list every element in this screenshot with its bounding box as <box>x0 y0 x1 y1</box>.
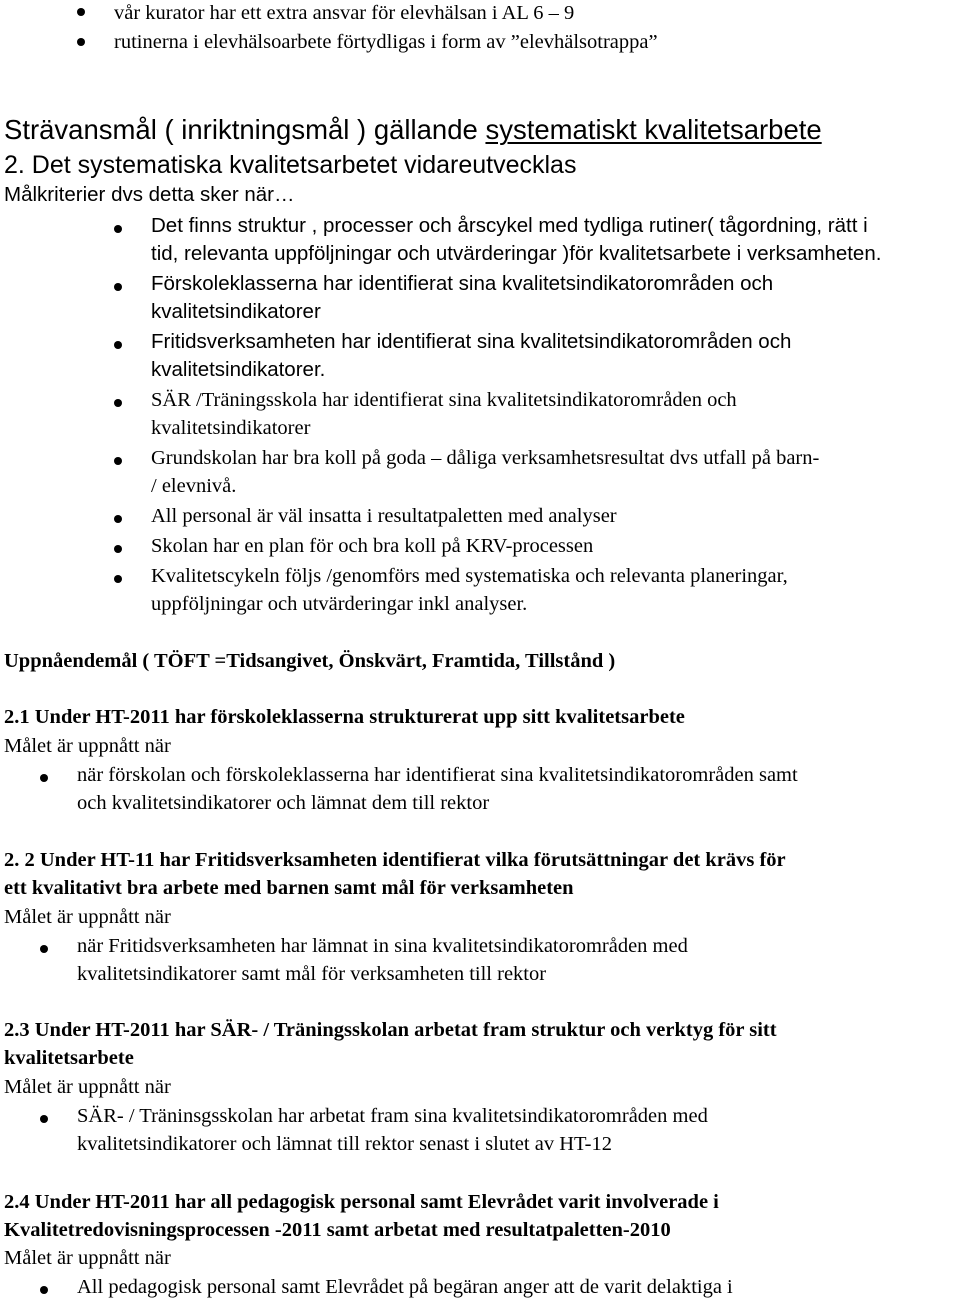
criteria-item-text: Skolan har en plan för och bra koll på KRV-processen <box>151 535 594 557</box>
bullet-dot <box>114 575 122 583</box>
section-title: Kvalitetredovisningsprocessen -2011 samt arbetat med resultatpaletten-2010 <box>4 1219 671 1241</box>
section-title: 2.3 Under HT-2011 har SÄR- / Träningsskolan arbetat fram struktur och verktyg för sitt <box>4 1019 777 1041</box>
section-title: 2.1 Under HT-2011 har förskoleklasserna strukturerat upp sitt kvalitetsarbete <box>4 706 685 728</box>
goal-heading: 2. Det systematiska kvalitetsarbetet vidareutvecklas <box>4 151 577 179</box>
criteria-item-text: Kvalitetscykeln följs /genomförs med systematiska och relevanta planeringar, <box>151 565 788 587</box>
bullet-dot <box>77 38 85 46</box>
criteria-item-text: kvalitetsindikatorer <box>151 417 311 439</box>
bullet-dot <box>114 283 122 291</box>
criteria-item-text: / elevnivå. <box>151 475 237 497</box>
bullet-dot <box>114 545 122 553</box>
criteria-item-text: uppföljningar och utvärderingar inkl analyser. <box>151 593 528 615</box>
top-bullet-text: vår kurator har ett extra ansvar för elevhälsan i AL 6 – 9 <box>114 2 575 24</box>
section-title: ett kvalitativt bra arbete med barnen samt mål för verksamheten <box>4 877 574 899</box>
stravansmal-heading <box>4 113 822 147</box>
bullet-dot <box>114 399 122 407</box>
bullet-dot <box>114 457 122 465</box>
section-title: kvalitetsarbete <box>4 1047 134 1069</box>
section-title: 2.4 Under HT-2011 har all pedagogisk personal samt Elevrådet varit involverade i <box>4 1191 719 1213</box>
top-bullet-text: rutinerna i elevhälsoarbete förtydligas i form av ”elevhälsotrappa” <box>114 31 658 53</box>
section-bullet-text: kvalitetsindikatorer och lämnat till rektor senast i slutet av HT-12 <box>77 1133 612 1155</box>
criteria-item-text: All personal är väl insatta i resultatpaletten med analyser <box>151 505 617 527</box>
section-bullet-text: All pedagogisk personal samt Elevrådet på begäran anger att de varit delaktiga i <box>77 1276 733 1298</box>
bullet-dot <box>114 341 122 349</box>
criteria-item-text: Förskoleklasserna har identifierat sina kvalitetsindikatorområden och <box>151 272 774 295</box>
bullet-dot <box>114 515 122 523</box>
stravansmal-prefix: Strävansmål ( inriktningsmål ) gällande <box>4 114 486 145</box>
section-bullet-text: och kvalitetsindikatorer och lämnat dem till rektor <box>77 792 490 814</box>
goal-label: Målet är uppnått när <box>4 735 171 757</box>
goal-label: Målet är uppnått när <box>4 906 171 928</box>
bullet-dot <box>77 8 85 16</box>
bullet-dot <box>40 774 48 782</box>
uppnaende-heading: Uppnåendemål ( TÖFT =Tidsangivet, Önskvärt, Framtida, Tillstånd ) <box>4 650 616 672</box>
section-title: 2. 2 Under HT-11 har Fritidsverksamheten identifierat vilka förutsättningar det krävs för <box>4 849 786 871</box>
section-bullet-text: när förskolan och förskoleklasserna har identifierat sina kvalitetsindikatorområden samt <box>77 764 798 786</box>
criteria-item-text: Grundskolan har bra koll på goda – dåliga verksamhetsresultat dvs utfall på barn- <box>151 447 820 469</box>
goal-label: Målet är uppnått när <box>4 1076 171 1098</box>
criteria-item-text: kvalitetsindikatorer. <box>151 358 326 381</box>
section-bullet-text: SÄR- / Träninsgsskolan har arbetat fram sina kvalitetsindikatorområden med <box>77 1105 708 1127</box>
criteria-item-text: tid, relevanta uppföljningar och utvärderingar )för kvalitetsarbete i verksamheten. <box>151 242 882 265</box>
section-bullet-text: när Fritidsverksamheten har lämnat in sina kvalitetsindikatorområden med <box>77 935 688 957</box>
bullet-dot <box>40 945 48 953</box>
bullet-dot <box>40 1115 48 1123</box>
bullet-dot <box>114 225 122 233</box>
criteria-heading: Målkriterier dvs detta sker när… <box>4 183 295 206</box>
criteria-item-text: SÄR /Träningsskola har identifierat sina kvalitetsindikatorområden och <box>151 389 737 411</box>
criteria-item-text: Fritidsverksamheten har identifierat sina kvalitetsindikatorområden och <box>151 330 792 353</box>
bullet-dot <box>40 1286 48 1294</box>
criteria-item-text: Det finns struktur , processer och årscykel med tydliga rutiner( tågordning, rätt i <box>151 214 868 237</box>
section-bullet-text: kvalitetsindikatorer samt mål för verksamheten till rektor <box>77 963 547 985</box>
criteria-item-text: kvalitetsindikatorer <box>151 300 321 323</box>
stravansmal-underlined: systematiskt kvalitetsarbete <box>485 114 822 145</box>
goal-label: Målet är uppnått när <box>4 1247 171 1269</box>
